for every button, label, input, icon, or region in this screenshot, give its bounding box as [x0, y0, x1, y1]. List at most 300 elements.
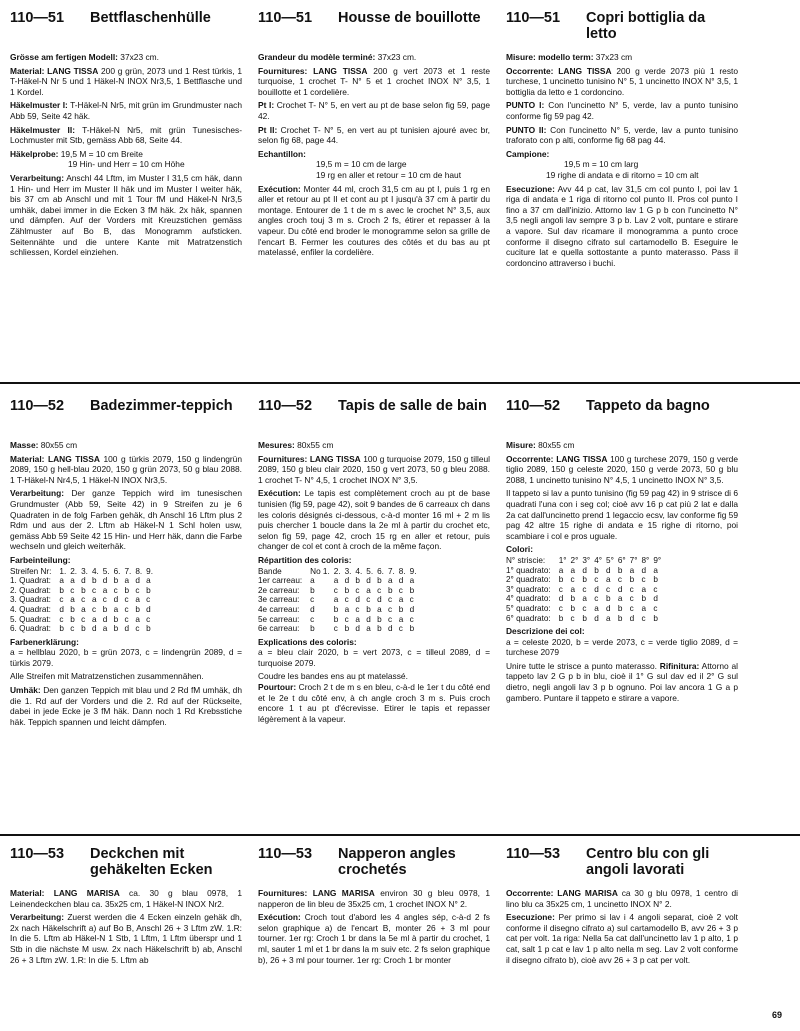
grid-cell: d — [387, 624, 393, 634]
grid-row-label: 2. Quadrat: — [10, 585, 51, 595]
grid-cell: d — [653, 594, 658, 604]
grid-cell: d — [355, 624, 360, 634]
grid-cell: c — [617, 575, 622, 585]
edging-paragraph: Pourtour: Croch 2 t de m s en bleu, c-à-d le 1er t du côté end et le 2e t du côté env, à ch angle croch 3 m s. Puis croch encore 1 t au pt d'écrevisse. Etirer le tapis et repasser légèrement à la vapeur. — [258, 682, 490, 724]
grid-cell: b — [653, 613, 658, 623]
grid-cell: c — [387, 614, 393, 624]
grid-cell: c — [653, 603, 658, 613]
grid-cell: c — [124, 614, 129, 624]
grid-cell: b — [570, 603, 576, 613]
grid-cell: c — [113, 585, 118, 595]
grid-cell: d — [641, 565, 647, 575]
grid-cell: c — [409, 614, 414, 624]
instructions-paragraph: Verarbeitung: Der ganze Teppich wird im tunesischen Grundmuster (Abb 59, Seite 42) in 9 Streifen zu je 6 Quadraten in de folg Farben gehäk, dh Anschl 16 Lftm plus 2 Rdm und aus der 2. Lftm ab Häkel-N 1 Schl holen usw, gemäss Abb 59 Seite 42 15 Hin- und Herr häk, dann die Farbe wechseln und gleich weiterhäk. — [10, 488, 242, 552]
grid-cell: c — [355, 604, 360, 614]
grid-cell: c — [91, 585, 97, 595]
grid-row-label: 6e carreau: — [258, 624, 300, 634]
grid-cell: a — [606, 575, 611, 585]
grid-row-label: Bande — [258, 566, 282, 576]
grid-cell: 1° — [558, 555, 567, 565]
instructions-paragraph: Verarbeitung: Anschl 44 Lftm, im Muster I 31,5 cm häk, dann 1 Hin- und Herr im Muster II häk und im Muster I weiter häk, bis 37 cm ab Anschl und mit 1 Tour fM und Häkel-N Nr3,5 umhäk, dabei immer in die Ecken 3 fM häk. 2x häk, spannen und dämpfen. Auf der Vorders mit Kreuzstichen gemäss Zählmuster auf Bo B, das Monogramm aufsticken. Seitennähte und die untere Kante mit Matratzenstich schliessen, Kordel einziehen. — [10, 172, 242, 258]
grid-cell: c — [59, 595, 64, 605]
grid-cell: b — [146, 624, 151, 634]
size-paragraph: Masse: 80x55 cm — [10, 440, 78, 450]
grid-row — [506, 604, 665, 614]
grid-row-label: 5. Quadrat: — [10, 614, 51, 624]
grid-cell: a — [91, 614, 97, 624]
grid-cell: c — [398, 585, 403, 595]
grid-cell: b — [617, 603, 623, 613]
grid-cell: c — [629, 594, 634, 604]
grid-cell: a — [146, 576, 151, 586]
gauge-label: Echantillon: — [258, 148, 306, 159]
stitch-2-paragraph: Häkelmuster II: T-Häkel-N Nr5, mit grün Tunesisches-Lochmuster mit Stb, gemäss Abb 68, Seite 44. — [10, 124, 243, 146]
grid-cell: a — [102, 585, 108, 595]
instructions-paragraph: Verarbeitung: Zuerst werden die 4 Ecken einzeln gehäk dh, 2x nach Häkelschrift a) auf Bo B, Anschl 26 + 3 Lftm zW. 1.R: In die 5. Lftm ab Häkel-N 1 Stb, 1 Lftm, 1 Lftm überspr und 1 Stb in die nächste M usw. 2x nach Häkelschrift b) ab, Anschl 26 + 3 Lftm zW. 1.R: In die 5. Lftm ab — [10, 912, 242, 965]
grid-cell: b — [310, 585, 315, 595]
material-paragraph: Occorrente: LANG MARISA ca 30 g blu 0978, 1 centro di lino blu ca 35x25 cm, 1 uncinetto INOX N° 2. — [506, 888, 738, 909]
grid-cell: d — [355, 595, 360, 605]
grid-cell: 2° — [570, 555, 579, 565]
size-paragraph: Grandeur du modèle terminé: 37x23 cm. — [258, 52, 417, 62]
grid-cell: a — [398, 614, 404, 624]
material-paragraph: Material: LANG TISSA 100 g türkis 2079, 150 g lindengrün 2089, 150 g hell-blau 2020, 150 g grün 2073, 50 g blau 2088. 1 T-Häkel-N Nr4,5, 1 Häkel-N INOX Nr3,5. — [10, 453, 242, 485]
assembly-paragraph: Unire tutte le strisce a punto materasso. Rifinitura: Attorno al tappeto lav 2 G p b in blu, cioè il 1° G sul dav ed il 2° G sul dietro, negli angoli lav 3 p b ognuno. Poi lav ancora 1 G a p gambero. Puntare il tappeto e stirare a vapore. — [506, 660, 739, 703]
grid-cell: b — [653, 575, 658, 585]
grid-cell: d — [377, 595, 382, 605]
grid-row-label: 4e carreau: — [258, 604, 300, 614]
grid-row — [10, 576, 157, 586]
grid-cell: b — [344, 624, 350, 634]
grid-cell: c — [146, 595, 151, 605]
grid-row-label: 6° quadrato: — [506, 613, 551, 623]
grid-cell: a — [113, 604, 119, 614]
grid-row-label: 1. Quadrat: — [10, 576, 51, 586]
color-key: a = celeste 2020, b = verde 2073, c = verde tiglio 2089, d = turchese 2079 — [506, 636, 738, 658]
grid-cell: c — [70, 585, 75, 595]
pattern-number: 110—53 — [258, 846, 313, 862]
grid-cell: a — [582, 594, 587, 604]
gauge-paragraph: Häkelprobe: 19,5 M = 10 cm Breite — [10, 148, 143, 159]
grid-cell: c — [570, 613, 575, 623]
grid-row — [506, 614, 665, 624]
assembly-paragraph: Alle Streifen mit Matratzenstichen zusammennähen. — [10, 671, 204, 682]
material-paragraph: Material: LANG TISSA 200 g grün, 2073 und 1 Rest türkis, 1 T-Häkel-N Nr 5 und 1 Häkel-N INOX Nr3,5, 1 Bettflasche und 1 Kordel. — [10, 65, 242, 97]
grid-cell: a — [558, 565, 564, 575]
grid-cell: b — [641, 594, 647, 604]
grid-cell: c — [59, 614, 64, 624]
grid-cell: b — [594, 565, 599, 575]
grid-cell: 8° — [641, 555, 650, 565]
color-key-label: Farbenerklärung: — [10, 636, 79, 647]
grid-cell: 5. — [366, 566, 374, 576]
grid-cell: b — [113, 624, 119, 634]
grid-header-row — [10, 567, 157, 577]
grid-cell: b — [606, 594, 611, 604]
grid-cell: 4° — [594, 555, 603, 565]
grid-cell: c — [135, 585, 140, 595]
page-number: 69 — [771, 1010, 782, 1020]
grid-cell: c — [387, 595, 393, 605]
grid-cell: 3. — [344, 566, 352, 576]
grid-cell: b — [344, 585, 350, 595]
color-key-label: Descrizione dei col: — [506, 626, 585, 637]
grid-cell: d — [606, 565, 611, 575]
grid-row — [258, 615, 420, 625]
grid-cell: d — [344, 576, 350, 586]
grid-cell: d — [594, 613, 599, 623]
section-110-52-it — [506, 398, 738, 706]
grid-cell: 8. — [398, 566, 406, 576]
grid-cell: 8. — [135, 566, 143, 576]
section-header — [258, 10, 490, 42]
section-110-51-fr — [258, 10, 490, 261]
grid-row-label: 1er carreau: — [258, 576, 303, 586]
grid-cell: c — [333, 585, 338, 595]
section-header — [10, 846, 242, 878]
grid-row — [506, 566, 665, 576]
grid-cell: b — [113, 576, 119, 586]
grid-cell: b — [617, 565, 623, 575]
color-grid — [10, 567, 157, 634]
instructions-paragraph: Esecuzione: Per primo si lav i 4 angoli separat, cioè 2 volt conforme il disegno cifrato a) sul cartamodello B, avv 26 + 3 p cat per volt. 1a riga: Nella 5a cat dall'uncinetto lav 1 p alto, 1 p cat, salt 1 p cat e lav 1 p alto nella m seg. Lav 2 volt conforme il disegno cifrato b), cioè avv 26 + 3 p cat per volt. — [506, 912, 738, 965]
grid-cell: b — [558, 575, 564, 585]
grid-label: Répartition des coloris: — [258, 554, 352, 565]
grid-cell: 6. — [113, 566, 121, 576]
grid-cell: b — [70, 614, 75, 624]
grid-cell: 2. — [333, 566, 341, 576]
grid-cell: b — [91, 576, 97, 586]
stitch-2-paragraph: PUNTO II: Con l'uncinetto N° 5, verde, lav a punto tunisino traforato con p alti, conforme fig 68 pag 44. — [506, 124, 739, 146]
grid-cell: a — [344, 604, 350, 614]
grid-cell: b — [377, 576, 382, 586]
grid-cell: d — [594, 584, 599, 594]
section-110-53-de — [10, 846, 242, 968]
gauge-label: Campione: — [506, 148, 550, 159]
grid-cell: 2. — [70, 566, 78, 576]
grid-cell: c — [70, 624, 75, 634]
grid-cell: c — [558, 584, 563, 594]
pattern-number: 110—53 — [506, 846, 561, 862]
grid-row — [258, 586, 420, 596]
grid-cell: No 1. — [310, 566, 330, 576]
grid-cell: c — [310, 595, 315, 605]
grid-cell: d — [629, 613, 635, 623]
pattern-title: Deckchen mit gehäkelten Ecken — [90, 846, 213, 878]
grid-cell: a — [333, 576, 339, 586]
grid-cell: c — [641, 575, 646, 585]
grid-cell: d — [102, 576, 108, 586]
grid-cell: 9. — [409, 566, 417, 576]
grid-row — [10, 595, 157, 605]
grid-cell: c — [124, 604, 129, 614]
grid-cell: a — [124, 576, 130, 586]
grid-row — [258, 624, 420, 634]
grid-cell: d — [59, 604, 64, 614]
grid-cell: c — [81, 595, 86, 605]
grid-cell: a — [91, 595, 97, 605]
grid-cell: 1. — [59, 566, 67, 576]
grid-cell: b — [102, 604, 108, 614]
material-paragraph: Fournitures: LANG TISSA 100 g turquoise 2079, 150 g tilleul 2089, 150 g bleu clair 2020, 150 g vert 2073, 50 g bleu 2088. 1 crochet T- N° 4,5, 1 crochet INOX N° 3,5. — [258, 453, 490, 485]
stitch-1-paragraph: PUNTO I: Con l'uncinetto N° 5, verde, lav a punto tunisino conforme fig 59 pag 42. — [506, 100, 739, 121]
grid-row-label: 6. Quadrat: — [10, 624, 51, 634]
grid-cell: a — [570, 565, 576, 575]
pattern-title: Tappeto da bagno — [586, 398, 710, 414]
grid-row — [258, 605, 420, 615]
grid-cell: b — [398, 604, 404, 614]
grid-cell: c — [366, 595, 371, 605]
grid-cell: d — [366, 614, 371, 624]
grid-cell: b — [558, 613, 564, 623]
grid-cell: d — [81, 576, 86, 586]
grid-cell: c — [344, 614, 349, 624]
pattern-number: 110—51 — [506, 10, 561, 26]
grid-row-label: 2° quadrato: — [506, 575, 551, 585]
grid-cell: a — [641, 584, 647, 594]
grid-row — [506, 575, 665, 585]
section-110-52-fr — [258, 398, 490, 727]
grid-cell: c — [333, 624, 338, 634]
pattern-number: 110—52 — [10, 398, 65, 414]
grid-cell: b — [113, 614, 119, 624]
pattern-number: 110—53 — [10, 846, 65, 862]
grid-cell: 4. — [91, 566, 99, 576]
grid-cell: 9° — [653, 555, 662, 565]
material-paragraph: Material: LANG MARISA ca. 30 g blau 0978, 1 Leinendeckchen blau ca. 35x25 cm, 1 Häkel-N INOX Nr2. — [10, 888, 242, 909]
grid-row — [10, 586, 157, 596]
grid-cell: a — [333, 595, 339, 605]
grid-cell: a — [135, 614, 140, 624]
pattern-title: Napperon angles crochetés — [338, 846, 456, 878]
grid-cell: c — [641, 613, 646, 623]
gauge-line-1: 19,5 m = 10 cm de large — [316, 159, 407, 170]
section-header — [506, 846, 738, 878]
pattern-number: 110—51 — [258, 10, 313, 26]
grid-cell: 4. — [355, 566, 363, 576]
grid-cell: b — [124, 585, 130, 595]
grid-label: Colori: — [506, 544, 533, 555]
grid-cell: a — [366, 624, 371, 634]
grid-cell: c — [594, 575, 599, 585]
grid-cell: a — [617, 594, 623, 604]
grid-cell: c — [310, 614, 315, 624]
grid-cell: b — [409, 585, 415, 595]
grid-row-label: 1° quadrato: — [506, 565, 551, 575]
section-110-51-it — [506, 10, 738, 271]
grid-row — [258, 576, 420, 586]
grid-row — [10, 624, 157, 634]
grid-row — [258, 595, 420, 605]
pattern-title: Bettflaschenhülle — [90, 10, 211, 26]
grid-cell: b — [377, 624, 382, 634]
section-header — [258, 398, 490, 430]
grid-cell: 7. — [387, 566, 395, 576]
grid-cell: b — [387, 585, 393, 595]
grid-cell: d — [617, 584, 623, 594]
grid-row-label: 3e carreau: — [258, 595, 300, 605]
section-header — [10, 10, 242, 42]
section-110-52-de — [10, 398, 242, 730]
color-grid — [506, 556, 665, 623]
grid-cell: d — [606, 603, 611, 613]
grid-cell: a — [629, 565, 635, 575]
grid-cell: c — [582, 603, 587, 613]
gauge-line-2: 19 rg en aller et retour = 10 cm de haut — [316, 169, 462, 180]
grid-cell: b — [582, 575, 587, 585]
grid-cell: c — [629, 584, 634, 594]
grid-cell: d — [310, 604, 315, 614]
grid-cell: a — [135, 595, 140, 605]
material-paragraph: Occorrente: LANG TISSA 200 g verde 2073 più 1 resto turchese, 1 uncinetto tunisino N° 5, 1 uncinetto INOX N° 3,5, 1 bottiglia da letto e 1 cordoncino. — [506, 65, 738, 97]
grid-cell: c — [146, 614, 151, 624]
grid-cell: b — [310, 624, 315, 634]
instructions-paragraph: Exécution: Le tapis est complètement croch au pt de base tunisien (fig 59, page 42), soit 9 bandes de 6 carreaux ch dans les coloris désignés ci-dessous, c-à-d monter 16 ml + 2 m lis puis chercher 1 boucle dans la 2e ml à partir du crochet etc, selon fig 59, page 42, croch 15 rg en aller et retour, puis changer de col et cont à croch de la même façon. — [258, 488, 490, 552]
grid-cell: a — [570, 584, 576, 594]
grid-cell: a — [377, 604, 382, 614]
grid-cell: b — [570, 594, 576, 604]
grid-cell: b — [409, 624, 415, 634]
pattern-title: Centro blu con gli angoli lavorati — [586, 846, 710, 878]
grid-cell: b — [582, 613, 587, 623]
color-key-label: Explications des coloris: — [258, 636, 357, 647]
grid-cell: b — [59, 585, 64, 595]
grid-cell: a — [355, 614, 360, 624]
assembly-paragraph: Coudre les bandes ens au pt matelassé. — [258, 671, 408, 682]
grid-cell: c — [355, 585, 360, 595]
grid-label: Farbeinteilung: — [10, 554, 71, 565]
grid-cell: c — [91, 604, 97, 614]
material-paragraph: Fournitures: LANG TISSA 200 g vert 2073 et 1 reste turquoise, 1 crochet T- N° 5 et 1 crochet INOX N° 3,5, 1 bouillotte et 1 cordelière. — [258, 65, 490, 97]
grid-cell: 5° — [606, 555, 614, 565]
stitch-2-paragraph: Pt II: Crochet T- N° 5, en vert au pt tunisien ajouré avec br, selon fig 68, page 44. — [258, 124, 490, 146]
grid-cell: 6° — [617, 555, 626, 565]
color-grid — [258, 567, 420, 634]
grid-cell: a — [641, 603, 647, 613]
grid-cell: d — [582, 565, 587, 575]
grid-cell: a — [102, 624, 108, 634]
grid-cell: d — [102, 614, 108, 624]
grid-cell: c — [558, 603, 563, 613]
pattern-title: Copri bottiglia da letto — [586, 10, 706, 42]
grid-cell: c — [398, 624, 403, 634]
grid-cell: b — [355, 576, 360, 586]
grid-cell: a — [70, 576, 75, 586]
size-paragraph: Grösse am fertigen Modell: 37x23 cm. — [10, 52, 159, 62]
grid-cell: b — [70, 604, 75, 614]
grid-row-label: N° striscie: — [506, 555, 546, 565]
grid-cell: b — [629, 575, 635, 585]
grid-cell: d — [398, 576, 404, 586]
pattern-title: Badezimmer-teppich — [90, 398, 233, 414]
pattern-title: Tapis de salle de bain — [338, 398, 487, 414]
section-header — [506, 398, 738, 430]
instructions-paragraph: Il tappeto si lav a punto tunisino (fig 59 pag 42) in 9 strisce di 6 quadrati l'una con i seg col; cioè avv 16 p cat più 2 lat e dalla 2a cat dall'uncinetto prend 1 legaccio ecsv, lav conforme fig 59 pag 42 altre 15 righe di andata e 15 righe di ritorno, poi scambiare i col e pros uguale. — [506, 488, 738, 541]
instructions-paragraph: Exécution: Monter 44 ml, croch 31,5 cm au pt I, puis 1 rg en aller et retour au pt II et cont au pt I jusqu'à 37 cm à partir du montage. Entourer de 1 t de m s avec le crochet N° 3,5, aux angles croch touj 3 m s. Croch 2 fs, étirer et repasser à la vapeur. Du côté end broder le monogramme selon sa grille de l'encart B. Fermer les coutures des côtés et du bas au pt matelassé, enfiler la cordelière. — [258, 183, 490, 258]
grid-cell: c — [387, 604, 393, 614]
grid-cell: a — [366, 585, 371, 595]
grid-cell: 3. — [81, 566, 88, 576]
grid-cell: a — [59, 576, 64, 586]
pattern-title: Housse de bouillotte — [338, 10, 481, 26]
grid-cell: c — [344, 595, 349, 605]
section-divider — [0, 382, 800, 384]
grid-row-label: 4. Quadrat: — [10, 604, 51, 614]
grid-cell: b — [377, 614, 382, 624]
grid-cell: c — [570, 575, 575, 585]
grid-cell: d — [409, 604, 415, 614]
grid-header-row — [258, 567, 420, 577]
material-paragraph: Occorrente: LANG TISSA 100 g turchese 2079, 150 g verde tiglio 2089, 150 g celeste 2020, 150 g verde 2073, 50 g blu 2088, 1 uncinetto tunisino N° 4,5, 1 uncinetto INOX N° 3,5. — [506, 453, 738, 485]
grid-cell: a — [310, 576, 315, 586]
grid-cell: a — [70, 595, 75, 605]
grid-cell: d — [146, 604, 151, 614]
edging-paragraph: Umhäk: Den ganzen Teppich mit blau und 2 Rd fM umhäk, dh die 1. Rd auf der Vorders und die 2. Rd auf der Rückseite, dabei in jede Ecke je 3 fM häk. Dann noch 1 Rd Krebsstiche häk. Teppich spannen und leicht dämpfen. — [10, 685, 242, 727]
grid-cell: d — [366, 576, 371, 586]
grid-cell: 7° — [629, 555, 638, 565]
size-paragraph: Misure: modello term: 37x23 cm — [506, 52, 633, 62]
grid-cell: a — [398, 595, 404, 605]
grid-cell: c — [135, 624, 140, 634]
grid-row — [506, 594, 665, 604]
pattern-number: 110—52 — [258, 398, 313, 414]
grid-cell: a — [594, 603, 599, 613]
grid-row-label: 5e carreau: — [258, 614, 300, 624]
stitch-1-paragraph: Häkelmuster I: T-Häkel-N Nr5, mit grün im Grundmuster nach Abb 59, Seite 42 häk. — [10, 100, 242, 121]
grid-row — [10, 605, 157, 615]
grid-cell: c — [409, 595, 414, 605]
grid-cell: b — [333, 614, 339, 624]
section-110-53-it — [506, 846, 738, 968]
gauge-line-2: 19 righe di andata e di ritorno = 10 cm alt — [546, 169, 699, 180]
color-key: a = bleu clair 2020, b = vert 2073, c = tilleul 2089, d = turquoise 2079. — [258, 647, 490, 668]
grid-cell: c — [124, 595, 129, 605]
grid-cell: c — [629, 603, 634, 613]
grid-cell: b — [81, 585, 86, 595]
grid-cell: b — [81, 624, 86, 634]
grid-cell: b — [135, 604, 140, 614]
grid-cell: 6. — [377, 566, 384, 576]
grid-cell: 9. — [146, 566, 153, 576]
size-paragraph: Misure: 80x55 cm — [506, 440, 575, 450]
grid-row — [10, 615, 157, 625]
grid-cell: c — [606, 584, 611, 594]
pattern-number: 110—51 — [10, 10, 65, 26]
grid-cell: d — [91, 624, 97, 634]
section-header — [10, 398, 242, 430]
grid-cell: b — [333, 604, 339, 614]
grid-cell: c — [653, 584, 658, 594]
section-header — [258, 846, 490, 878]
grid-cell: a — [409, 576, 415, 586]
instructions-paragraph: Exécution: Croch tout d'abord les 4 angles sép, c-à-d 2 fs selon graphique a) de l'encart B, monter 26 + 3 ml pour tourner. 1er rg: Croch 1 br dans la 5e ml à partir du crochet, 1 ml, sauter 1 ml et 1 br dans la m suiv etc. 2 fs selon graphique b), 26 + 3 ml pour tourner. 1er rg: Croch 1 br monter — [258, 912, 490, 965]
grid-cell: c — [377, 585, 382, 595]
grid-row-label: 5° quadrato: — [506, 603, 551, 613]
gauge-line-1: 19,5 m = 10 cm larg — [564, 159, 639, 170]
grid-cell: a — [653, 565, 658, 575]
grid-cell: b — [366, 604, 371, 614]
grid-cell: b — [146, 585, 151, 595]
grid-cell: a — [81, 604, 86, 614]
grid-cell: 5. — [102, 566, 110, 576]
grid-cell: b — [617, 613, 623, 623]
section-divider — [0, 834, 800, 836]
stitch-1-paragraph: Pt I: Crochet T- N° 5, en vert au pt de base selon fig 59, page 42. — [258, 100, 490, 121]
section-header — [506, 10, 738, 42]
material-paragraph: Fournitures: LANG MARISA environ 30 g bleu 0978, 1 napperon de lin bleu de 35x25 cm, 1 crochet INOX N° 2. — [258, 888, 491, 909]
grid-row-label: 2e carreau: — [258, 585, 300, 595]
section-110-51-de — [10, 10, 242, 261]
